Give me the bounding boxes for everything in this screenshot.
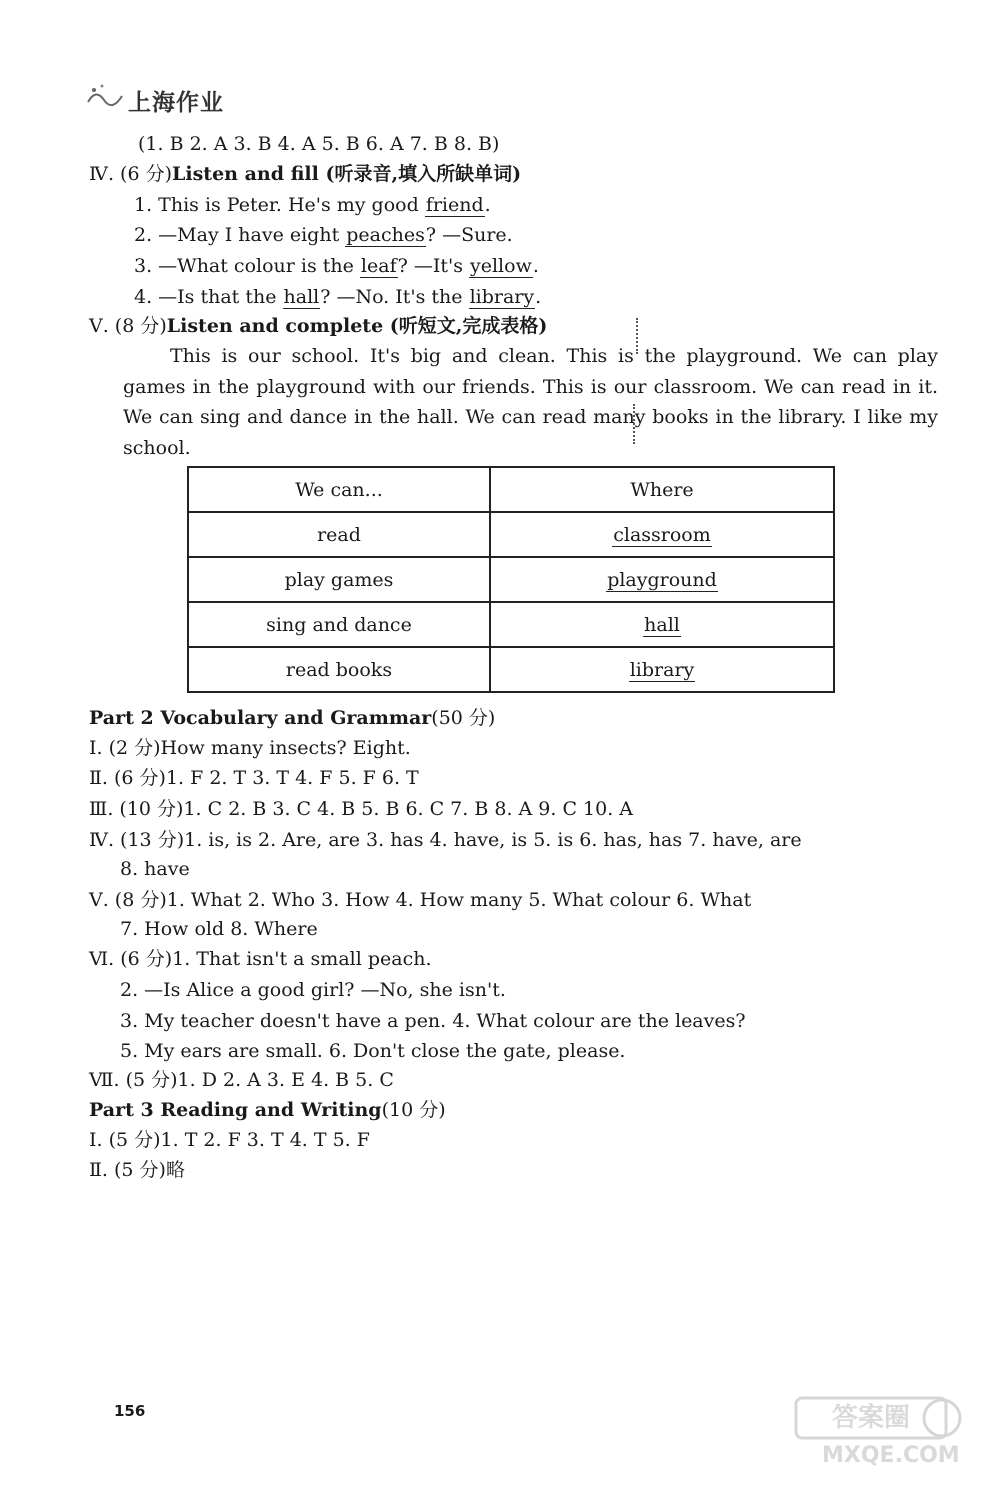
table-row — [188, 602, 834, 647]
svg-text:MXQE.COM: MXQE.COM — [822, 1443, 960, 1468]
part2-q3: Ⅲ. (10 分)1. C 2. B 3. C 4. B 5. B 6. C 7. B 8. A 9. C 10. A — [89, 798, 634, 820]
item-text: 2. —May I have eight — [134, 224, 346, 246]
part3-q2: Ⅱ. (5 分)略 — [89, 1159, 185, 1181]
answer-word: peaches — [346, 224, 425, 246]
answer-word: library — [469, 286, 535, 308]
fill-item-4 — [134, 285, 541, 309]
part-score: (50 分) — [431, 707, 496, 729]
section-number: Ⅴ. (8 分) — [89, 315, 167, 337]
section-instruction: Listen and complete (听短文,完成表格) — [166, 315, 548, 337]
answer-word: yellow — [470, 255, 532, 277]
part2-q5-line1: Ⅴ. (8 分)1. What 2. Who 3. How 4. How many 5. What colour 6. What — [89, 889, 752, 911]
page-number: 156 — [114, 1402, 146, 1420]
answer-table — [187, 466, 835, 693]
part2-q6-line2: 2. —Is Alice a good girl? —No, she isn't. — [120, 979, 506, 1001]
fill-item-3 — [134, 254, 539, 278]
item-text: ? —Sure. — [425, 224, 513, 246]
part-title: Part 2 Vocabulary and Grammar — [89, 707, 432, 729]
item-text: 3. —What colour is the — [134, 255, 360, 277]
item-text: . — [535, 286, 542, 308]
part2-q5-line2: 7. How old 8. Where — [120, 918, 318, 940]
answer-word: hall — [283, 286, 320, 308]
part3-heading — [89, 1098, 446, 1122]
answer-word: playground — [607, 568, 717, 591]
table-cell-place — [490, 647, 834, 692]
part2-q7: Ⅶ. (5 分)1. D 2. A 3. E 4. B 5. C — [89, 1069, 394, 1091]
answer-word: classroom — [613, 523, 711, 546]
part2-q4-line2: 8. have — [120, 858, 190, 880]
section-instruction: Listen and fill (听录音,填入所缺单词) — [172, 163, 522, 185]
table-cell-activity: play games — [188, 557, 490, 602]
section-number: Ⅳ. (6 分) — [89, 163, 173, 185]
table-cell-place — [490, 512, 834, 557]
answer-line-mc: (1. B 2. A 3. B 4. A 5. B 6. A 7. B 8. B) — [138, 133, 500, 155]
header-doodle-icon — [86, 82, 126, 112]
answer-word: leaf — [360, 255, 397, 277]
table-header-cell: We can... — [188, 467, 490, 512]
part2-q1: Ⅰ. (2 分)How many insects? Eight. — [89, 737, 411, 759]
item-text: ? —No. It's the — [320, 286, 469, 308]
table-cell-activity: sing and dance — [188, 602, 490, 647]
part2-q4-line1: Ⅳ. (13 分)1. is, is 2. Are, are 3. has 4. have, is 5. is 6. has, has 7. have, are — [89, 829, 802, 851]
part2-q2: Ⅱ. (6 分)1. F 2. T 3. T 4. F 5. F 6. T — [89, 767, 419, 789]
part3-q1: Ⅰ. (5 分)1. T 2. F 3. T 4. T 5. F — [89, 1129, 370, 1151]
table-row — [188, 512, 834, 557]
table-cell-activity: read — [188, 512, 490, 557]
listening-passage: This is our school. It's big and clean. This is the playground. We can play games in the playground with our friends. This is our classroom. We can read in it. We can sing and dance in the hall. We can read many books in the library. I like my school. — [123, 345, 938, 459]
answer-word: friend — [425, 194, 484, 216]
item-text: ? —It's — [397, 255, 469, 277]
answer-word: library — [629, 658, 695, 681]
table-header-row — [188, 467, 834, 512]
answer-word: hall — [644, 613, 680, 636]
section-v-heading — [89, 314, 547, 338]
item-text: 1. This is Peter. He's my good — [134, 194, 425, 216]
svg-text:答案圈: 答案圈 — [832, 1403, 911, 1433]
part-score: (10 分) — [381, 1099, 446, 1121]
fill-item-1 — [134, 193, 491, 217]
header-title: 上海作业 — [128, 90, 224, 116]
table-row — [188, 647, 834, 692]
section-iv-heading — [89, 162, 521, 186]
item-text: 4. —Is that the — [134, 286, 283, 308]
part-title: Part 3 Reading and Writing — [89, 1099, 382, 1121]
part2-q6-line1: Ⅵ. (6 分)1. That isn't a small peach. — [89, 948, 432, 970]
part2-q6-line4: 5. My ears are small. 6. Don't close the gate, please. — [120, 1040, 626, 1062]
watermark-logo — [792, 1392, 972, 1476]
fill-item-2 — [134, 223, 513, 247]
item-text: . — [484, 194, 491, 216]
part2-q6-line3: 3. My teacher doesn't have a pen. 4. What colour are the leaves? — [120, 1010, 746, 1032]
table-row — [188, 557, 834, 602]
table-cell-place — [490, 557, 834, 602]
table-cell-place — [490, 602, 834, 647]
table-header-cell: Where — [490, 467, 834, 512]
part2-heading — [89, 706, 495, 730]
item-text: . — [532, 255, 539, 277]
table-cell-activity: read books — [188, 647, 490, 692]
